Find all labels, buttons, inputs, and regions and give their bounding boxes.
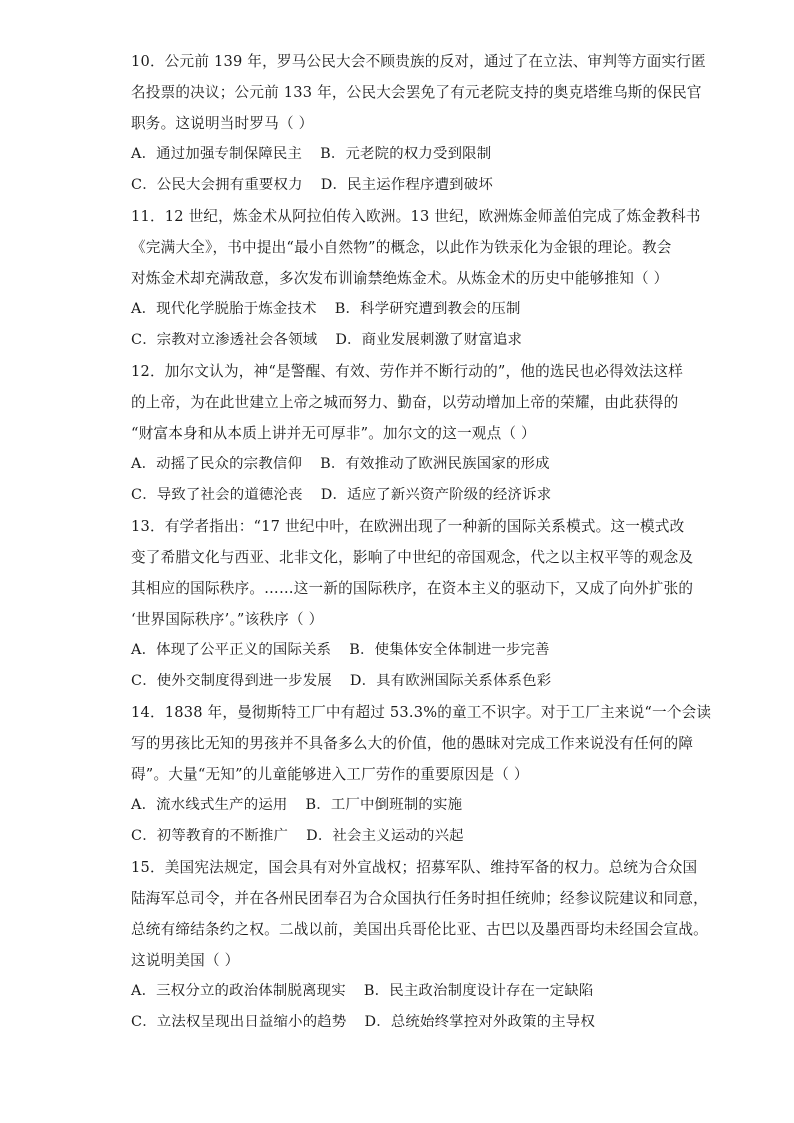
question-12	[131, 356, 684, 511]
question-stem-line: 13．有学者指出：“17 世纪中叶，在欧洲出现了一种新的国际关系模式。这一模式改	[131, 518, 685, 535]
option-row	[131, 294, 671, 325]
option-row	[131, 139, 671, 170]
question-stem-line: 的上帝，为在此世建立上帝之城而努力、勤奋，以劳动增加上帝的荣耀，由此获得的	[131, 394, 679, 411]
question-stem-line: 12．加尔文认为，神“是警醒、有效、劳作并不断行动的”，他的选民也必得效法这样	[131, 363, 684, 380]
option-row	[131, 480, 671, 511]
answer-option[interactable]: D．商业发展刺激了财富追求	[335, 332, 523, 348]
option-row	[131, 821, 671, 852]
answer-option[interactable]: B．工厂中倒班制的实施	[305, 797, 463, 813]
answer-option[interactable]: D．社会主义运动的兴起	[306, 828, 464, 844]
question-10	[131, 46, 706, 201]
question-stem-line: “财富本身和从本质上讲并无可厚非”。加尔文的这一观点（ ）	[131, 425, 536, 442]
question-stem-line: 名投票的决议；公元前 133 年，公民大会罢免了有元老院支持的奥克塔维乌斯的保民官	[131, 84, 702, 101]
answer-option[interactable]: D．总统始终掌控对外政策的主导权	[364, 1014, 596, 1030]
question-stem-line: 写的男孩比无知的男孩并不具备多么大的价值，他的愚昧对完成工作来说没有任何的障	[131, 735, 694, 752]
answer-option[interactable]: A．动摇了民众的宗教信仰	[131, 456, 303, 472]
answer-option[interactable]: C．立法权呈现出日益缩小的趋势	[131, 1014, 347, 1030]
question-stem-line: 14．1838 年，曼彻斯特工厂中有超过 53.3%的童工不识字。对于工厂主来说“一个会读	[131, 704, 712, 721]
option-row	[131, 449, 671, 480]
answer-option[interactable]: D．适应了新兴资产阶级的经济诉求	[320, 487, 552, 503]
option-row	[131, 325, 671, 356]
question-11	[131, 201, 701, 356]
option-row	[131, 170, 671, 201]
answer-option[interactable]: A．流水线式生产的运用	[131, 797, 288, 813]
answer-option[interactable]: C．初等教育的不断推广	[131, 828, 289, 844]
answer-option[interactable]: B．使集体安全体制进一步完善	[349, 642, 550, 658]
question-stem-line: 碍”。大量“无知”的儿童能够进入工厂劳作的重要原因是（ ）	[131, 766, 529, 783]
question-stem-line: 10．公元前 139 年，罗马公民大会不顾贵族的反对，通过了在立法、审判等方面实行匿	[131, 53, 706, 70]
option-row	[131, 666, 671, 697]
question-stem-line: 这说明美国（ ）	[131, 952, 240, 969]
question-stem-line: ‘世界国际秩序’。”该秩序（ ）	[131, 611, 324, 628]
question-stem-line: 11．12 世纪，炼金术从阿拉伯传入欧洲。13 世纪，欧洲炼金师盖伯完成了炼金教科书	[131, 208, 701, 225]
question-stem-line: 15．美国宪法规定，国会具有对外宣战权；招募军队、维持军备的权力。总统为合众国	[131, 859, 698, 876]
question-13	[131, 511, 694, 697]
answer-option[interactable]: C．公民大会拥有重要权力	[131, 177, 303, 193]
question-14	[131, 697, 712, 852]
option-row	[131, 635, 671, 666]
answer-option[interactable]: A．体现了公平正义的国际关系	[131, 642, 332, 658]
question-stem-line: 其相应的国际秩序。……这一新的国际秩序，在资本主义的驱动下，又成了向外扩张的	[131, 580, 694, 597]
answer-option[interactable]: B．有效推动了欧洲民族国家的形成	[320, 456, 550, 472]
answer-option[interactable]: B．元老院的权力受到限制	[320, 146, 492, 162]
question-stem-line: 《完满大全》，书中提出“最小自然物”的概念，以此作为铁汞化为金银的理论。教会	[131, 239, 672, 256]
question-stem-line: 陆海军总司令，并在各州民团奉召为合众国执行任务时担任统帅；经参议院建议和同意，	[131, 890, 708, 907]
question-stem-line: 职务。这说明当时罗马（ ）	[131, 115, 314, 132]
answer-option[interactable]: D．民主运作程序遭到破坏	[320, 177, 493, 193]
answer-option[interactable]: B．民主政治制度设计存在一定缺陷	[363, 983, 594, 999]
answer-option[interactable]: D．具有欧洲国际关系体系色彩	[349, 673, 552, 689]
answer-option[interactable]: C．宗教对立渗透社会各领域	[131, 332, 318, 348]
answer-option[interactable]: A．三权分立的政治体制脱离现实	[131, 983, 346, 999]
answer-option[interactable]: C．使外交制度得到进一步发展	[131, 673, 332, 689]
question-15	[131, 852, 708, 1038]
option-row	[131, 790, 671, 821]
answer-option[interactable]: C．导致了社会的道德沦丧	[131, 487, 303, 503]
answer-option[interactable]: B．科学研究遭到教会的压制	[334, 301, 521, 317]
question-stem-line: 变了希腊文化与西亚、北非文化，影响了中世纪的帝国观念，代之以主权平等的观念及	[131, 549, 694, 566]
question-stem-line: 总统有缔结条约之权。二战以前，美国出兵哥伦比亚、古巴以及墨西哥均未经国会宣战。	[131, 921, 708, 938]
answer-option[interactable]: A．现代化学脱胎于炼金技术	[131, 301, 317, 317]
option-row	[131, 976, 671, 1007]
question-list	[131, 46, 712, 1038]
option-row	[131, 1007, 671, 1038]
question-stem-line: 对炼金术却充满敌意，多次发布训谕禁绝炼金术。从炼金术的历史中能够推知（ ）	[131, 270, 669, 287]
answer-option[interactable]: A．通过加强专制保障民主	[131, 146, 303, 162]
